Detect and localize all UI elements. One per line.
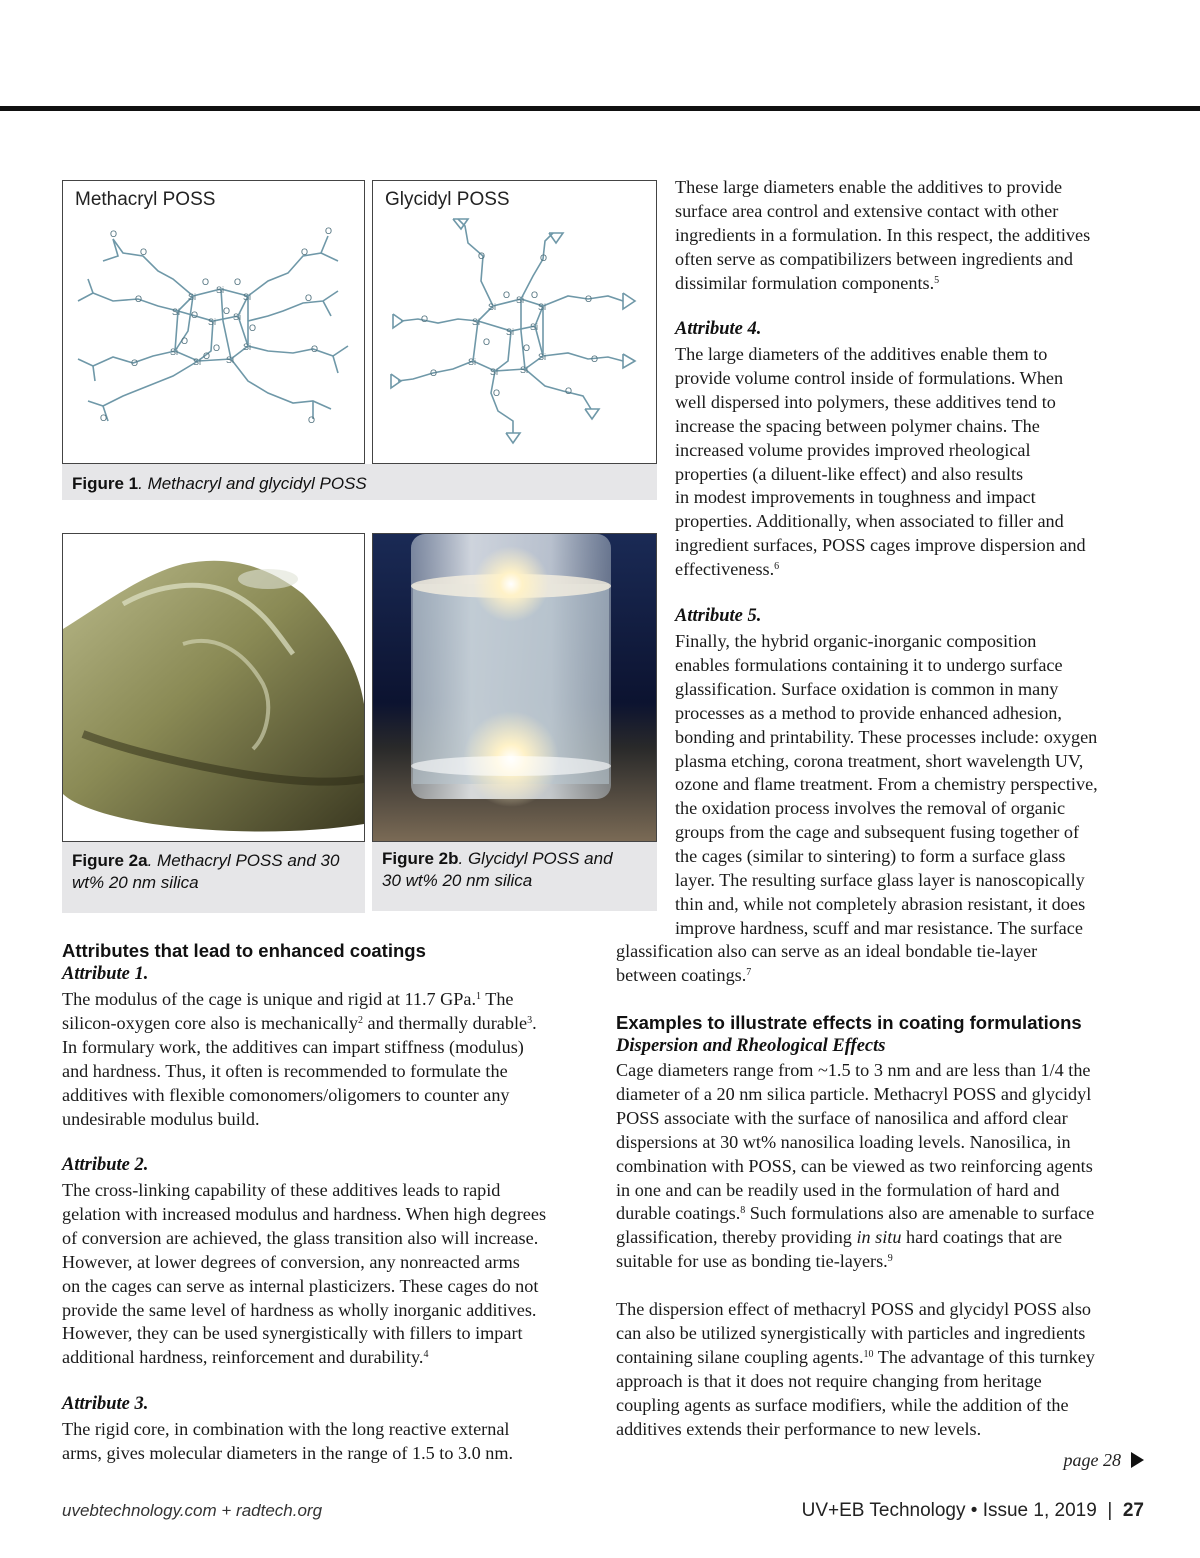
text-line: thin and, while not completely abrasion resistant, it does	[675, 893, 1086, 914]
text-line: in one and can be readily used in the formulation of hard and	[616, 1179, 1060, 1200]
svg-text:O: O	[213, 343, 221, 353]
examples-paragraph	[616, 1059, 1094, 1274]
figure-2b-caption-line-1: . Glycidyl POSS and	[458, 849, 613, 868]
svg-text:O: O	[100, 413, 108, 423]
footer-publication	[802, 1500, 1144, 1522]
text-line: additives with flexible comonomers/oligomers to counter any	[62, 1084, 510, 1105]
footnote-ref: 5	[934, 274, 940, 286]
svg-text:O: O	[131, 358, 139, 368]
text-line: in modest improvements in toughness and impact	[675, 487, 1036, 508]
text-line: diameter of a 20 nm silica particle. Methacryl POSS and glycidyl	[616, 1083, 1092, 1104]
text-line: on the cages can serve as internal plasticizers. These cages do not	[62, 1275, 539, 1296]
text-line: These large diameters enable the additives to provide	[675, 177, 1063, 197]
text-line: can also be utilized synergistically with particles and ingredients	[616, 1322, 1086, 1343]
figure-2b-photo	[372, 533, 657, 842]
svg-text:Si: Si	[170, 347, 179, 357]
text-line: effectiveness.	[675, 559, 775, 580]
text-line: groups from the cage and subsequent fusing together of	[675, 822, 1080, 843]
text-line: dissimilar formulation components.	[675, 272, 935, 293]
text-line: The rigid core, in combination with the long reactive external	[62, 1419, 510, 1439]
svg-text:Si: Si	[226, 355, 235, 365]
svg-text:O: O	[311, 344, 319, 354]
figure-1a-label: Methacryl POSS	[75, 189, 216, 210]
text-line: combination with POSS, can be viewed as two reinforcing agents	[616, 1155, 1093, 1176]
footnote-ref: 4	[423, 1349, 429, 1361]
figure-1b-label: Glycidyl POSS	[385, 189, 510, 210]
svg-text:O: O	[181, 336, 189, 346]
svg-text:Si: Si	[490, 367, 499, 377]
svg-text:Si: Si	[233, 312, 242, 322]
footer-issue: UV+EB Technology • Issue 1, 2019 |	[801, 1500, 1123, 1521]
footnote-ref: 10	[863, 1348, 874, 1360]
figure-2b-caption	[372, 842, 657, 911]
examples-heading: Examples to illustrate effects in coating formulations	[616, 1012, 1082, 1033]
attribute-1-text	[62, 988, 537, 1131]
svg-text:Si: Si	[243, 342, 252, 352]
svg-text:O: O	[523, 343, 531, 353]
text-line: undesirable modulus build.	[62, 1108, 260, 1129]
text-line: provide the same level of hardness as wholly inorganic additives.	[62, 1299, 537, 1320]
attributes-heading: Attributes that lead to enhanced coatings	[62, 940, 426, 961]
attribute-3-title: Attribute 3.	[62, 1394, 149, 1414]
text-line: layer. The resulting surface glass layer is nanoscopically	[675, 870, 1085, 891]
text-line: glassification also can serve as an ideal bondable tie-layer	[616, 941, 1038, 961]
text-line: ingredient surfaces, POSS cages improve dispersion and	[675, 535, 1086, 556]
svg-text:Si: Si	[472, 317, 481, 327]
svg-text:O: O	[301, 247, 309, 257]
text-line: gelation with increased modulus and hardness. When high degrees	[62, 1203, 547, 1224]
svg-text:Si: Si	[188, 292, 197, 302]
svg-text:Si: Si	[538, 302, 547, 312]
figure-1-caption	[62, 464, 657, 500]
continued-link[interactable]	[1064, 1450, 1145, 1471]
svg-text:O: O	[223, 306, 231, 316]
text-line: increase the spacing between polymer chains. The	[675, 415, 1040, 436]
svg-text:O: O	[585, 294, 593, 304]
figure-2a-caption-label: Figure 2a	[72, 851, 148, 870]
text-line: processes as a method to provide enhanced adhesion,	[675, 702, 1062, 723]
continued-label: page 28	[1063, 1450, 1121, 1470]
text-line: durable coatings.	[616, 1203, 741, 1224]
svg-text:O: O	[540, 253, 548, 263]
figure-1-caption-label: Figure 1	[72, 474, 139, 493]
text-line: glassification. Surface oxidation is common in many	[675, 678, 1059, 699]
text-line: and thermally durable	[362, 1012, 528, 1033]
svg-text:O: O	[202, 277, 210, 287]
figure-2a-photo	[62, 533, 365, 842]
svg-text:Si: Si	[243, 292, 252, 302]
text-line: .	[532, 1012, 537, 1033]
footnote-ref: 9	[887, 1253, 893, 1265]
svg-text:Si: Si	[172, 307, 181, 317]
text-line: often serve as compatibilizers between ingredients and	[675, 248, 1073, 269]
svg-text:Si: Si	[520, 365, 529, 375]
figure-2a-caption-line-1: . Methacryl POSS and 30	[147, 851, 340, 870]
text-line: provide volume control inside of formulations. When	[675, 367, 1064, 388]
attribute-2-text	[62, 1179, 546, 1370]
page-number: 27	[1122, 1500, 1144, 1521]
attribute-5-text	[675, 630, 1098, 941]
figure-1b-panel	[372, 180, 657, 464]
footnote-ref: 6	[774, 561, 780, 573]
text-line: However, at lower degrees of conversion, any nonreacted arms	[62, 1251, 520, 1272]
text-line: the cages (similar to sintering) to form a surface glass	[675, 846, 1066, 867]
svg-text:Si: Si	[468, 357, 477, 367]
text-line: hard coatings that are	[901, 1227, 1063, 1248]
text-line: improve hardness, scuff and mar resistance. The surface	[675, 917, 1083, 938]
text-line: coupling agents as surface modifiers, while the addition of the	[616, 1394, 1069, 1415]
text-line: dispersions at 30 wt% nanosilica loading levels. Nanosilica, in	[616, 1131, 1071, 1152]
figure-2a-caption	[62, 842, 365, 913]
svg-text:O: O	[430, 368, 438, 378]
text-line: ingredients in a formulation. In this respect, the additives	[675, 224, 1091, 245]
text-line: Cage diameters range from ~1.5 to 3 nm and are less than 1/4 the	[616, 1060, 1091, 1080]
text-line: properties (a diluent-like effect) and also results	[675, 463, 1024, 484]
text-line: glassification, thereby providing	[616, 1227, 857, 1248]
svg-text:O: O	[591, 354, 599, 364]
text-line: enables formulations containing it to undergo surface	[675, 654, 1063, 675]
text-line: suitable for use as bonding tie-layers.	[616, 1251, 888, 1272]
footnote-ref: 2	[357, 1014, 363, 1026]
attribute-3-text	[62, 1418, 513, 1466]
text-line: The	[481, 989, 514, 1009]
svg-text:O: O	[503, 290, 511, 300]
svg-text:Si: Si	[193, 357, 202, 367]
arrow-right-icon	[1131, 1452, 1144, 1468]
figure-2b-caption-line-2: 30 wt% 20 nm silica	[382, 871, 533, 890]
text-line: arms, gives molecular diameters in the range of 1.5 to 3.0 nm.	[62, 1442, 514, 1463]
svg-text:O: O	[234, 277, 242, 287]
footnote-ref: 3	[527, 1014, 533, 1026]
svg-text:O: O	[531, 290, 539, 300]
svg-text:O: O	[565, 386, 573, 396]
text-line: In formulary work, the additives can impart stiffness (modulus)	[62, 1036, 524, 1057]
text-line: properties. Additionally, when associated to filler and	[675, 511, 1064, 532]
svg-text:O: O	[140, 247, 148, 257]
diameter-paragraph	[675, 176, 1090, 296]
svg-text:Si: Si	[488, 302, 497, 312]
text-line: of conversion are achieved, the glass transition also will increase.	[62, 1227, 539, 1248]
svg-text:O: O	[493, 388, 501, 398]
text-line: bonding and printability. These processes include: oxygen	[675, 726, 1098, 747]
svg-text:O: O	[483, 337, 491, 347]
text-line: between coatings.	[616, 964, 747, 985]
text-line: silicon-oxygen core also is mechanically	[62, 1012, 358, 1033]
svg-text:O: O	[305, 293, 313, 303]
svg-text:Si: Si	[516, 295, 525, 305]
attribute-5-title: Attribute 5.	[675, 606, 762, 626]
svg-text:Si: Si	[530, 322, 539, 332]
glycidyl-poss-structure	[373, 181, 656, 463]
text-line: ozone and flame treatment. From a chemistry perspective,	[675, 774, 1098, 795]
attribute-2-title: Attribute 2.	[62, 1155, 149, 1175]
text-line: the oxidation process involves the removal of organic	[675, 798, 1066, 819]
italic-term: in situ	[856, 1227, 902, 1248]
text-line: containing silane coupling agents.	[616, 1346, 864, 1367]
attribute-4-text	[675, 343, 1086, 582]
svg-text:O: O	[203, 351, 211, 361]
text-line: The modulus of the cage is unique and rigid at 11.7 GPa.	[62, 989, 477, 1009]
text-line: The advantage of this turnkey	[873, 1346, 1095, 1367]
text-line: surface area control and extensive contact with other	[675, 200, 1059, 221]
text-line: and hardness. Thus, it often is recommended to formulate the	[62, 1060, 508, 1081]
svg-text:O: O	[249, 323, 257, 333]
text-line: additives extends their performance to new levels.	[616, 1418, 982, 1439]
text-line: The cross-linking capability of these additives leads to rapid	[62, 1180, 501, 1200]
svg-text:Si: Si	[208, 317, 217, 327]
dispersion-subheading: Dispersion and Rheological Effects	[616, 1036, 886, 1056]
text-line: approach is that it does not require changing from heritage	[616, 1370, 1042, 1391]
figure-1-caption-text: . Methacryl and glycidyl POSS	[138, 474, 367, 493]
text-line: Such formulations also are amenable to surface	[745, 1203, 1095, 1224]
svg-text:Si: Si	[216, 285, 225, 295]
text-line: The large diameters of the additives enable them to	[675, 344, 1048, 364]
figure-2a-caption-line-2: wt% 20 nm silica	[72, 873, 199, 892]
svg-text:O: O	[308, 415, 316, 425]
dispersion-paragraph	[616, 1298, 1095, 1441]
attribute-5-text-wide	[616, 940, 1037, 988]
text-line: plasma etching, corona treatment, short wavelength UV,	[675, 750, 1084, 771]
text-line: increased volume provides improved rheological	[675, 439, 1031, 460]
top-rule	[0, 106, 1200, 111]
svg-text:O: O	[421, 314, 429, 324]
figure-1a-panel	[62, 180, 365, 464]
text-line: Finally, the hybrid organic-inorganic composition	[675, 631, 1037, 651]
footnote-ref: 7	[746, 966, 752, 978]
attribute-1-title: Attribute 1.	[62, 964, 149, 984]
footnote-ref: 8	[740, 1205, 746, 1217]
footnote-ref: 1	[476, 991, 482, 1002]
text-line: However, they can be used synergistically with fillers to impart	[62, 1323, 523, 1344]
attribute-4-title: Attribute 4.	[675, 319, 762, 339]
text-line: The dispersion effect of methacryl POSS and glycidyl POSS also	[616, 1299, 1092, 1319]
figure-2b-caption-label: Figure 2b	[382, 849, 459, 868]
methacryl-poss-structure	[63, 181, 364, 463]
svg-text:O: O	[135, 294, 143, 304]
text-line: additional hardness, reinforcement and durability.	[62, 1347, 424, 1368]
text-line: POSS associate with the surface of nanosilica and afford clear	[616, 1107, 1068, 1128]
svg-text:O: O	[325, 226, 333, 236]
footer-websites: uvebtechnology.com + radtech.org	[62, 1501, 323, 1520]
svg-text:O: O	[110, 229, 118, 239]
text-line: well dispersed into polymers, these additives tend to	[675, 391, 1056, 412]
svg-text:O: O	[191, 310, 199, 320]
svg-text:Si: Si	[538, 352, 547, 362]
svg-text:O: O	[478, 251, 486, 261]
svg-text:Si: Si	[506, 327, 515, 337]
